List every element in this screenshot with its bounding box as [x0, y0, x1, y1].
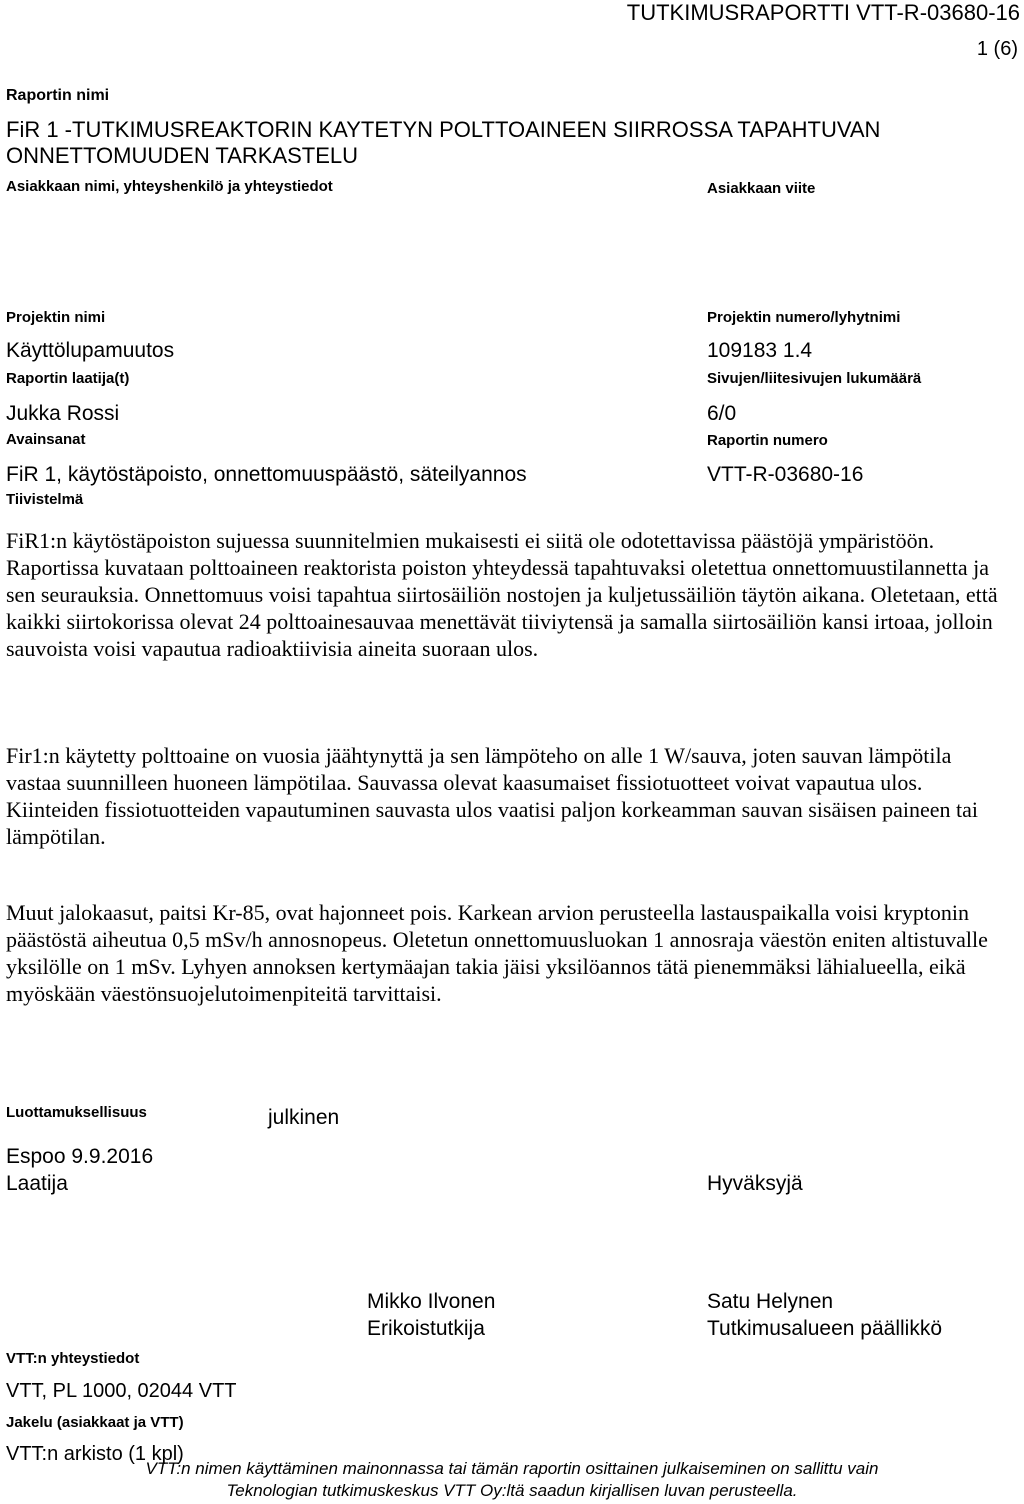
project-number: 109183 1.4: [707, 339, 813, 362]
approver-title: Tutkimusalueen päällikkö: [707, 1317, 943, 1340]
project-name: Käyttölupamuutos: [6, 339, 175, 362]
approver-name: Satu Helynen: [707, 1290, 834, 1313]
author-role: Laatija: [6, 1172, 68, 1195]
abstract-paragraph-2: Fir1:n käytetty polttoaine on vuosia jäähtynyttä ja sen lämpöteho on alle 1 W/sauva, joten sauvan lämpötila vastaa suunnilleen huoneen lämpötilaa. Sauvassa olevat kaasumaiset fissiotuotteet voivat vapautua ulos. Kiinteiden fissiotuotteiden vapautuminen sauvasta ulos vaatisi paljon korkeamman sauvan sisäisen paineen tai lämpötilan.: [6, 743, 979, 849]
author-name: Mikko Ilvonen: [367, 1290, 496, 1313]
authors-label: Raportin laatija(t): [6, 370, 130, 387]
author-title: Erikoistutkija: [367, 1317, 485, 1340]
report-id: TUTKIMUSRAPORTTI VTT-R-03680-16: [626, 0, 1020, 25]
authors-value: Jukka Rossi: [6, 402, 120, 425]
pages-value: 6/0: [707, 402, 737, 425]
footer-notice-line1: VTT:n nimen käyttäminen mainonnassa tai tämän raportin osittainen julkaiseminen on sallittu vain: [145, 1459, 879, 1478]
abstract-label: Tiivistelmä: [6, 491, 84, 508]
contact-label: VTT:n yhteystiedot: [6, 1350, 140, 1367]
abstract-paragraph-1: FiR1:n käytöstäpoiston sujuessa suunnitelmien mukaisesti ei siitä ole odotettavissa päästöjä ympäristöön. Raportissa kuvataan polttoaineen reaktorista poiston yhteydessä tapahtuvaksi oletettua onnettomuustilannetta ja sen seurauksia. Onnettomuus voisi tapahtua siirtosäiliön nostojen ja kuljetussäiliön täytön aikana. Oletetaan, että kaikki siirtokorissa olevat 24 polttoainesauvaa menettävät tiiviytensä ja samalla siirtosäiliön kansi irtoaa, jolloin sauvoista voisi vapautua radioaktiivisia aineita suoraan ulos.: [6, 528, 998, 661]
abstract-paragraph-3: Muut jalokaasut, paitsi Kr-85, ovat hajonneet pois. Karkean arvion perusteella lastauspaikalla voisi kryptonin päästöstä aiheutua 0,5 mSv/h annosnopeus. Oletetun onnettomuusluokan 1 annosraja väestön eniten altistuvalle yksilölle on 1 mSv. Lyhyen annoksen kertymäajan takia jäisi yksilöannos tätä pienemmäksi lähialueella, eikä myöskään väestönsuojelutoimenpiteitä tarvittaisi.: [6, 900, 988, 1006]
distribution-label: Jakelu (asiakkaat ja VTT): [6, 1414, 184, 1431]
project-number-label: Projektin numero/lyhytnimi: [707, 309, 901, 326]
project-name-label: Projektin nimi: [6, 309, 106, 326]
pages-label: Sivujen/liitesivujen lukumäärä: [707, 370, 922, 387]
client-label: Asiakkaan nimi, yhteyshenkilö ja yhteystiedot: [6, 178, 333, 195]
report-title-line1: FiR 1 -TUTKIMUSREAKTORIN KAYTETYN POLTTOAINEEN SIIRROSSA TAPAHTUVAN: [6, 117, 881, 142]
confidentiality-label: Luottamuksellisuus: [6, 1104, 147, 1121]
page-number: 1 (6): [976, 38, 1018, 60]
report-number: VTT-R-03680-16: [707, 463, 864, 486]
place-date: Espoo 9.9.2016: [6, 1145, 154, 1168]
contact-value: VTT, PL 1000, 02044 VTT: [6, 1380, 237, 1402]
keywords-label: Avainsanat: [6, 431, 86, 448]
footer-notice-line2: Teknologian tutkimuskeskus VTT Oy:ltä saadun kirjallisen luvan perusteella.: [226, 1481, 798, 1500]
client-ref-label: Asiakkaan viite: [707, 180, 816, 197]
approver-role: Hyväksyjä: [707, 1172, 803, 1195]
report-number-label: Raportin numero: [707, 432, 828, 449]
confidentiality-value: julkinen: [268, 1106, 340, 1129]
report-title-line2: ONNETTOMUUDEN TARKASTELU: [6, 143, 359, 168]
report-name-label: Raportin nimi: [6, 87, 110, 104]
distribution-value: VTT:n arkisto (1 kpl): [6, 1443, 184, 1465]
keywords-value: FiR 1, käytöstäpoisto, onnettomuuspäästö, säteilyannos: [6, 463, 527, 486]
